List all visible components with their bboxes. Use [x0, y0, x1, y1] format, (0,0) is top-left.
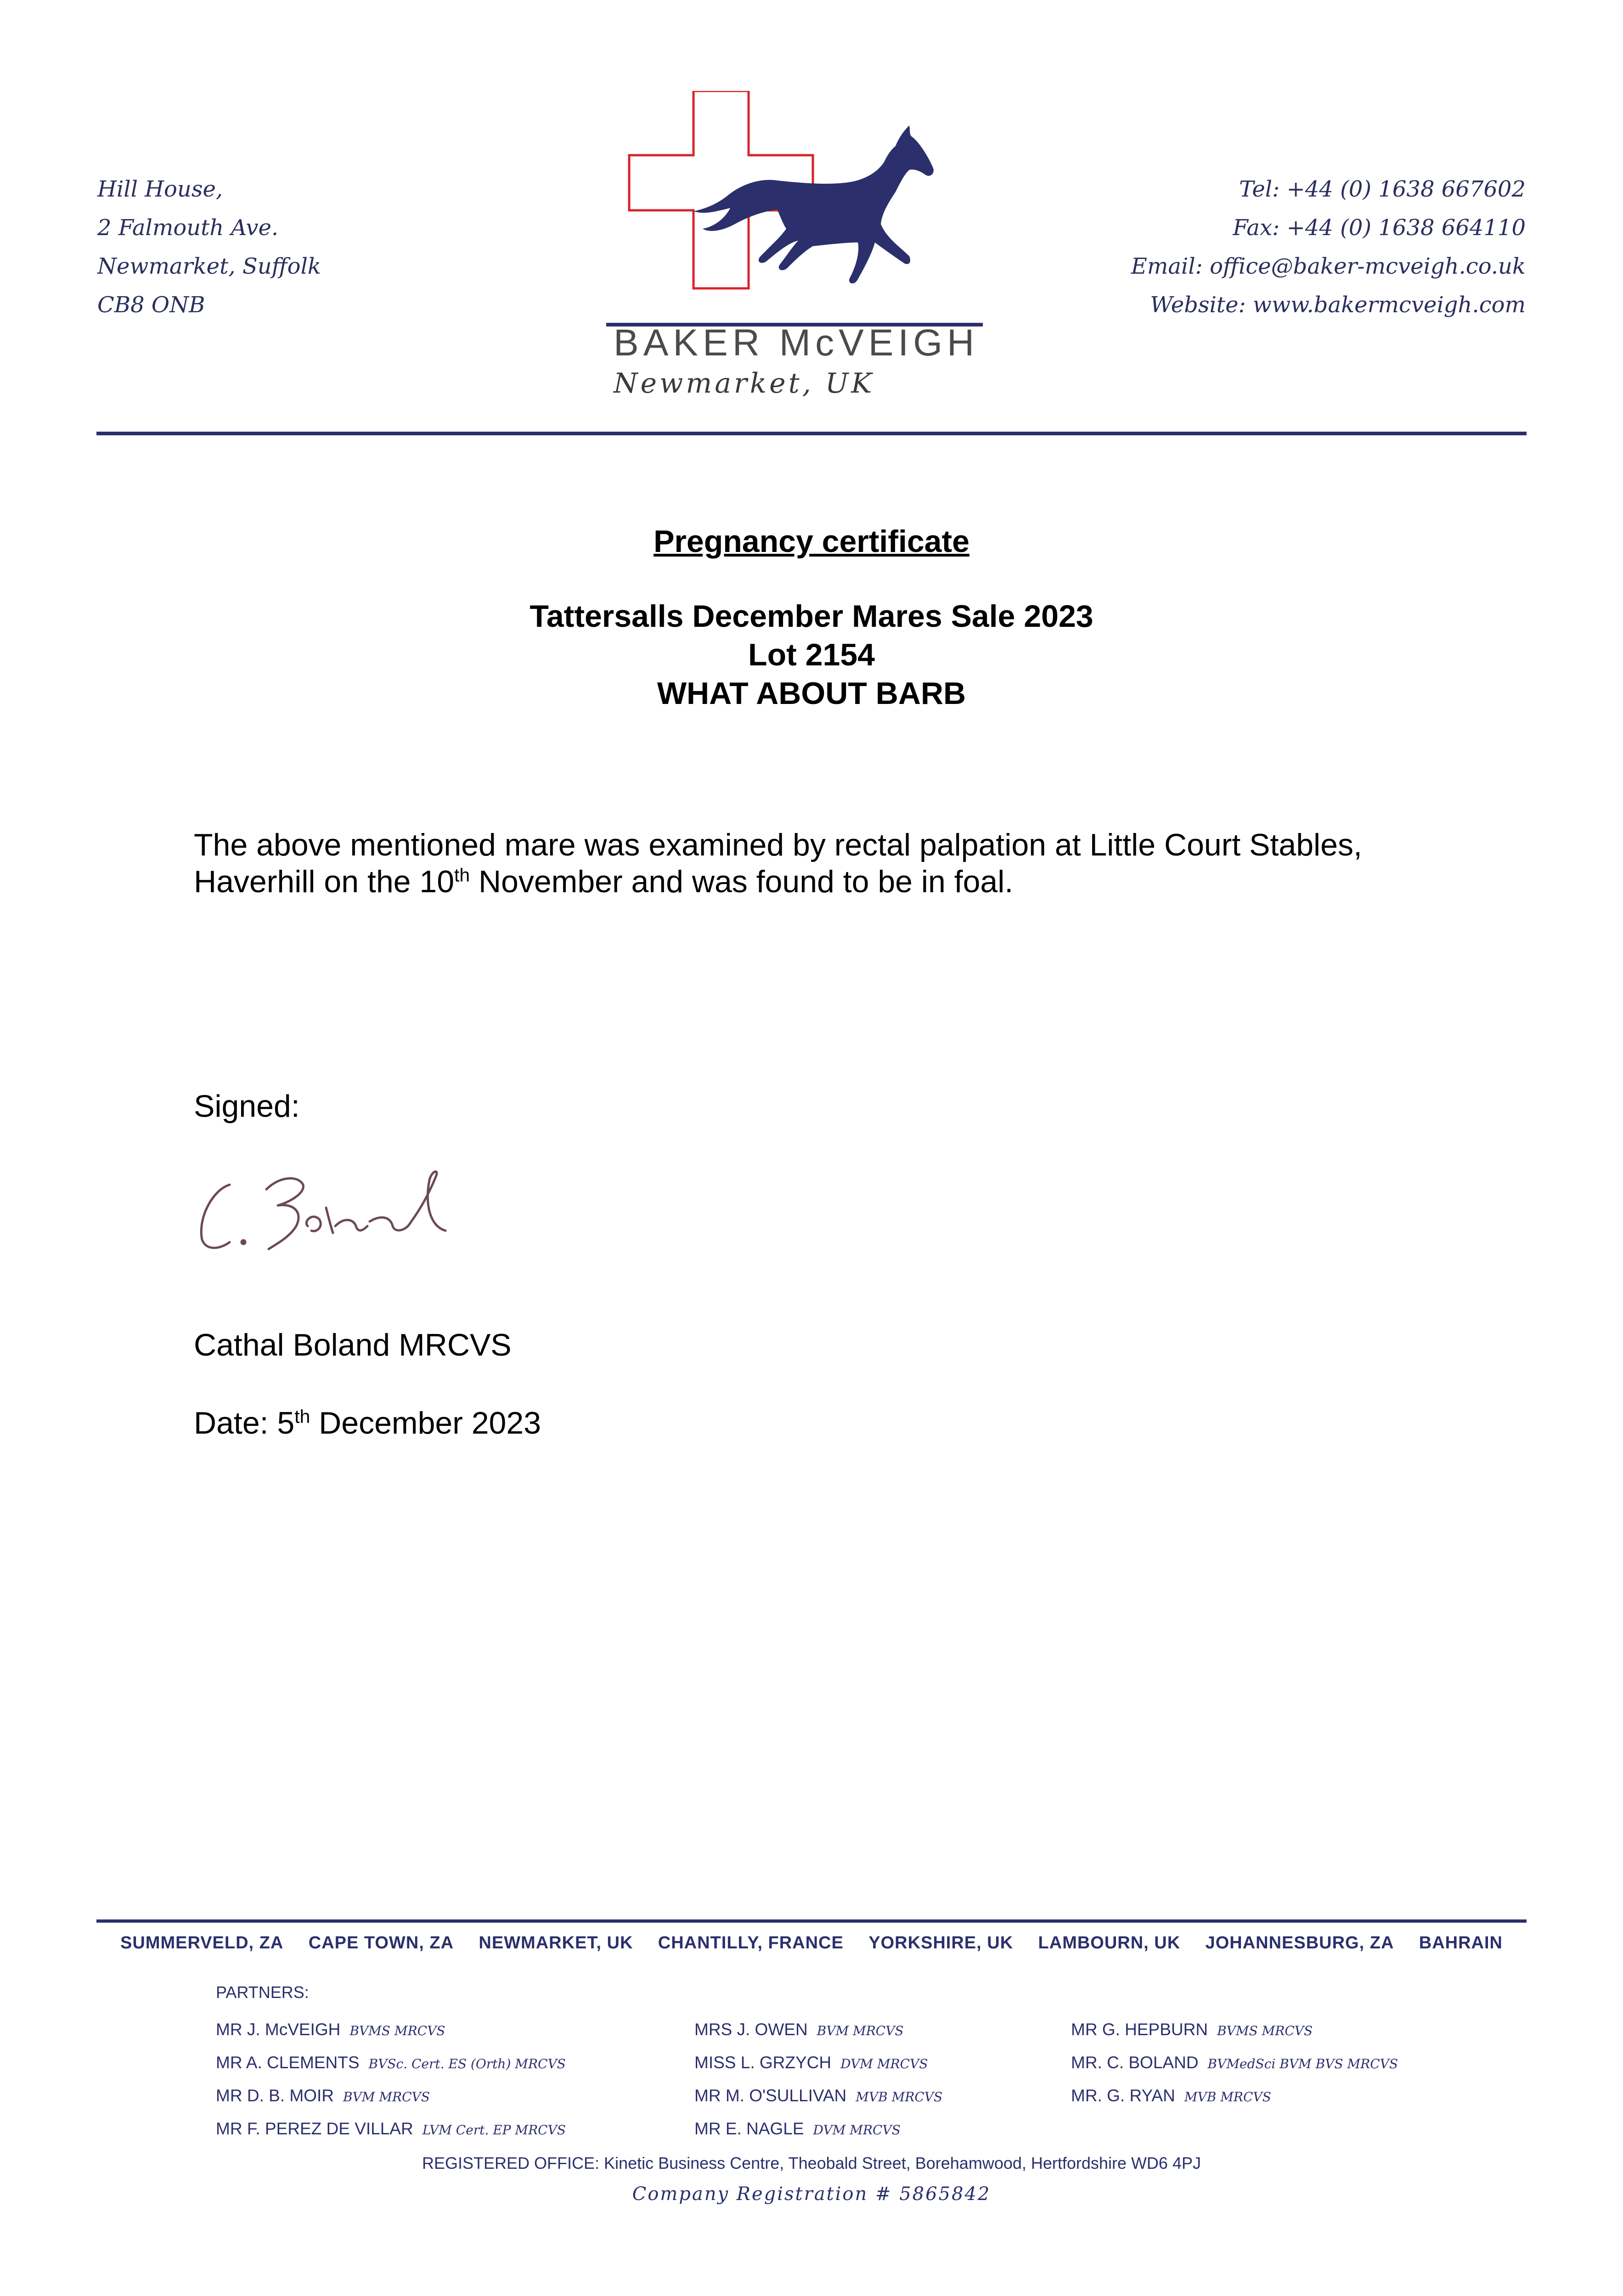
office-item: CAPE TOWN, ZA	[308, 1933, 454, 1953]
partner-entry	[694, 2080, 942, 2113]
sale-name: Tattersalls December Mares Sale 2023	[530, 599, 1093, 634]
address-line: Newmarket, Suffolk	[97, 253, 321, 279]
website-line: Website: www.bakermcveigh.com	[1150, 292, 1526, 318]
office-item: BAHRAIN	[1419, 1933, 1503, 1953]
certificate-date	[194, 1405, 541, 1441]
office-locations	[120, 1933, 1503, 1953]
partners-column	[694, 2014, 942, 2146]
header-divider	[96, 432, 1527, 435]
office-item: LAMBOURN, UK	[1038, 1933, 1181, 1953]
fax-line: Fax: +44 (0) 1638 664110	[1233, 215, 1526, 241]
partners-column	[1071, 2014, 1398, 2113]
date-ordinal: th	[294, 1406, 310, 1427]
address-line: 2 Falmouth Ave.	[97, 215, 279, 241]
partner-quals: BVMS MRCVS	[349, 2023, 445, 2038]
partner-quals: BVM MRCVS	[343, 2089, 430, 2105]
certificate-title: Pregnancy certificate	[654, 524, 969, 559]
partner-quals: BVMedSci BVM BVS MRCVS	[1207, 2056, 1398, 2071]
brand-location: Newmarket, UK	[614, 367, 875, 400]
partner-entry	[216, 2014, 566, 2047]
partner-name: MR. C. BOLAND	[1071, 2053, 1199, 2072]
partners-column	[216, 2014, 566, 2146]
partner-entry	[1071, 2014, 1398, 2047]
partner-name: MR J. McVEIGH	[216, 2020, 341, 2039]
horse-name: WHAT ABOUT BARB	[657, 676, 966, 711]
partner-name: MR. G. RYAN	[1071, 2086, 1175, 2105]
partner-quals: MVB MRCVS	[856, 2089, 943, 2105]
office-item: SUMMERVELD, ZA	[120, 1933, 284, 1953]
partner-quals: MVB MRCVS	[1184, 2089, 1271, 2105]
partner-quals: BVSc. Cert. ES (Orth) MRCVS	[368, 2056, 566, 2071]
partner-quals: LVM Cert. EP MRCVS	[422, 2122, 566, 2138]
ordinal-suffix: th	[454, 864, 470, 886]
address-line: CB8 ONB	[97, 292, 205, 318]
footer-divider	[96, 1919, 1527, 1923]
date-suffix: December 2023	[310, 1406, 541, 1441]
partner-name: MISS L. GRZYCH	[694, 2053, 832, 2072]
lot-number: Lot 2154	[748, 637, 875, 672]
office-item: NEWMARKET, UK	[479, 1933, 633, 1953]
partner-name: MR M. O'SULLIVAN	[694, 2086, 847, 2105]
partner-quals: BVMS MRCVS	[1217, 2023, 1313, 2038]
signed-label: Signed:	[194, 1089, 300, 1124]
partners-label: PARTNERS:	[216, 1983, 309, 2002]
address-block	[97, 170, 321, 324]
date-prefix: Date: 5	[194, 1406, 295, 1441]
handwritten-signature	[188, 1157, 491, 1263]
partner-entry	[694, 2047, 942, 2080]
partner-entry	[216, 2047, 566, 2080]
company-registration: Company Registration # 5865842	[632, 2183, 991, 2205]
address-line: Hill House,	[97, 176, 223, 202]
phone-line: Tel: +44 (0) 1638 667602	[1239, 176, 1526, 202]
partner-entry	[694, 2014, 942, 2047]
office-item: CHANTILLY, FRANCE	[658, 1933, 844, 1953]
partner-quals: DVM MRCVS	[813, 2122, 901, 2138]
partner-entry	[1071, 2080, 1398, 2113]
partner-name: MR A. CLEMENTS	[216, 2053, 360, 2072]
sale-details	[0, 597, 1623, 713]
registered-office: REGISTERED OFFICE: Kinetic Business Centre, Theobald Street, Borehamwood, Hertfordshire WD6 4PJ	[422, 2154, 1201, 2172]
partner-quals: DVM MRCVS	[840, 2056, 928, 2071]
partner-name: MR E. NAGLE	[694, 2119, 804, 2138]
partner-name: MRS J. OWEN	[694, 2020, 808, 2039]
contact-block	[1131, 170, 1526, 324]
signer-name: Cathal Boland MRCVS	[194, 1328, 512, 1362]
partner-quals: BVM MRCVS	[817, 2023, 904, 2038]
partner-entry	[1071, 2047, 1398, 2080]
body-text-part2: November and was found to be in foal.	[470, 864, 1014, 899]
brand-name: BAKER McVEIGH	[614, 322, 979, 364]
certificate-body	[194, 827, 1480, 900]
partner-name: MR D. B. MOIR	[216, 2086, 334, 2105]
partner-name: MR F. PEREZ DE VILLAR	[216, 2119, 413, 2138]
email-line: Email: office@baker-mcveigh.co.uk	[1131, 253, 1526, 279]
partner-entry	[694, 2113, 942, 2146]
office-item: YORKSHIRE, UK	[868, 1933, 1014, 1953]
office-item: JOHANNESBURG, ZA	[1205, 1933, 1394, 1953]
partner-entry	[216, 2113, 566, 2146]
partner-entry	[216, 2080, 566, 2113]
body-text-part1: The above mentioned mare was examined by rectal palpation at Little Court Stables, Haverhill on the 10	[194, 827, 1362, 899]
partner-name: MR G. HEPBURN	[1071, 2020, 1208, 2039]
